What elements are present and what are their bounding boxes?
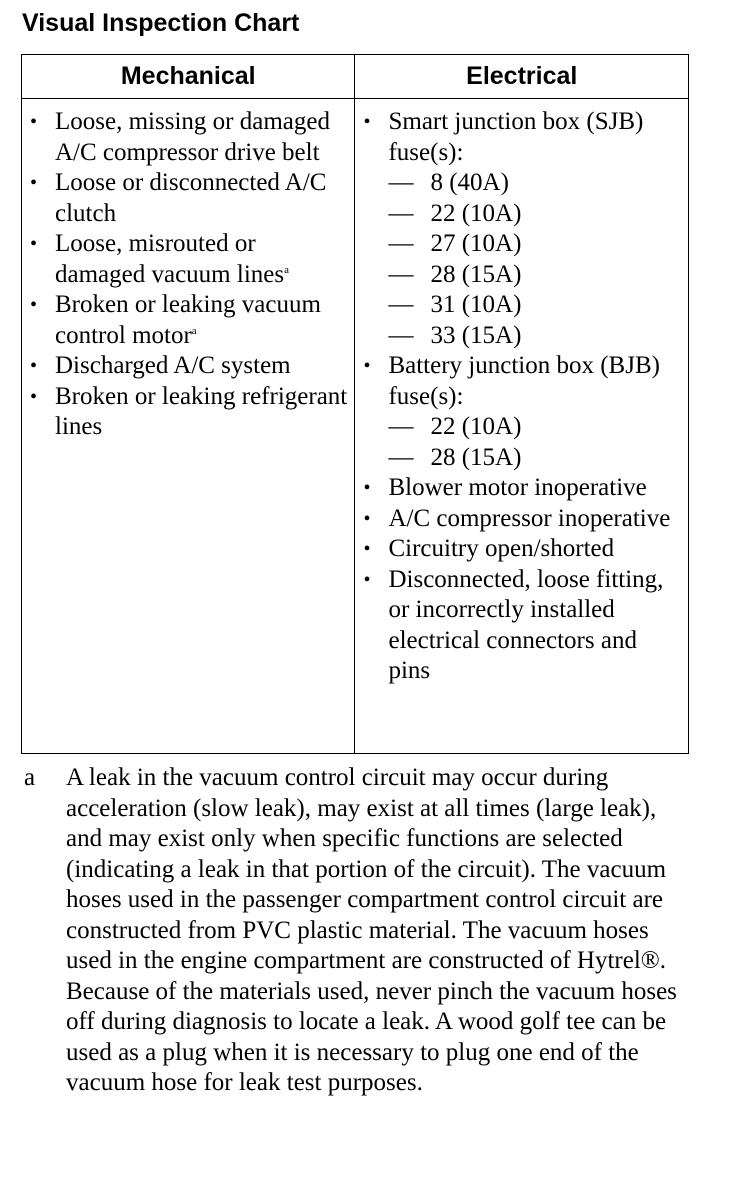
dash-icon: — [388, 260, 414, 288]
fuse-list [388, 412, 682, 473]
mechanical-item [30, 351, 348, 382]
electrical-item [363, 504, 682, 535]
dash-icon: — [388, 443, 414, 471]
electrical-item [363, 534, 682, 565]
bullet-icon: • [30, 385, 38, 408]
mechanical-item [30, 382, 348, 443]
electrical-item-text: Disconnected, loose fitting, or incorrectly installed electrical connectors and pins [388, 565, 664, 684]
footnote [24, 763, 684, 1099]
mechanical-item [30, 229, 348, 290]
fuse-value: 31 (10A) [430, 291, 522, 318]
electrical-list [363, 107, 682, 687]
fuse-list [388, 168, 682, 351]
mechanical-item-text: Loose or disconnected A/C clutch [55, 169, 327, 227]
mechanical-item-text: Loose, misrouted or damaged vacuum lines [55, 230, 285, 288]
header-electrical: Electrical [355, 55, 689, 99]
electrical-item [363, 473, 682, 504]
electrical-item-text: Circuitry open/shorted [388, 535, 615, 562]
fuse-value: 28 (15A) [430, 260, 522, 288]
bullet-icon: • [30, 355, 38, 377]
fuse-item [388, 443, 682, 474]
dash-icon: — [388, 321, 414, 349]
bullet-icon: • [30, 172, 38, 194]
electrical-item-text: Smart junction box (SJB) fuse(s): [388, 108, 644, 166]
bullet-icon: • [363, 111, 371, 133]
dash-icon: — [388, 169, 414, 196]
visual-inspection-table [21, 54, 689, 754]
mechanical-item-text: Broken or leaking refrigerant lines [55, 382, 348, 440]
mechanical-item [30, 107, 348, 168]
electrical-item [363, 107, 682, 351]
fuse-item [388, 412, 682, 443]
electrical-cell [355, 99, 689, 754]
mechanical-item-text: Discharged A/C system [55, 352, 291, 379]
mechanical-cell [22, 99, 355, 754]
mechanical-list [30, 107, 348, 443]
fuse-item [388, 290, 682, 321]
bullet-icon: • [30, 233, 38, 255]
electrical-item [363, 351, 682, 473]
bullet-icon: • [363, 568, 371, 591]
footnote-ref: a [191, 324, 197, 337]
chart-title: Visual Inspection Chart [22, 9, 300, 37]
dash-icon: — [388, 230, 414, 257]
fuse-value: 33 (15A) [430, 321, 522, 349]
mechanical-item [30, 290, 348, 351]
fuse-value: 27 (10A) [430, 230, 522, 257]
fuse-item [388, 168, 682, 199]
fuse-item [388, 260, 682, 291]
fuse-item [388, 321, 682, 352]
mechanical-item-text: Loose, missing or damaged A/C compressor drive belt [55, 108, 330, 166]
bullet-icon: • [363, 507, 371, 530]
dash-icon: — [388, 199, 414, 227]
fuse-value: 28 (15A) [430, 443, 522, 471]
bullet-icon: • [363, 355, 371, 377]
mechanical-item-text: Broken or leaking vacuum control motor [55, 291, 321, 349]
footnote-text: A leak in the vacuum control circuit may occur during acceleration (slow leak), may exist at all times (large leak), and may exist only when specific functions are selected (indicating a leak in that portion of the circuit). The vacuum hoses used in the passenger compartment control circuit are constructed from PVC plastic material. The vacuum hoses used in the engine compartment are constructed of Hytrel®. Because of the materials used, never pinch the vacuum hoses off during diagnosis to locate a leak. A wood golf tee can be used as a plug when it is necessary to plug one end of the vacuum hose for leak test purposes. [66, 764, 677, 1096]
dash-icon: — [388, 413, 414, 440]
footnote-ref: a [284, 263, 289, 276]
bullet-icon: • [363, 538, 371, 560]
electrical-item-text: Battery junction box (BJB) fuse(s): [388, 352, 660, 410]
mechanical-item [30, 168, 348, 229]
footnote-label: a [24, 764, 36, 791]
fuse-item [388, 199, 682, 230]
fuse-value: 8 (40A) [430, 169, 509, 196]
electrical-item-text: A/C compressor inoperative [388, 504, 671, 532]
bullet-icon: • [363, 477, 371, 499]
header-mechanical: Mechanical [22, 55, 355, 99]
fuse-value: 22 (10A) [430, 199, 522, 227]
electrical-item [363, 565, 682, 687]
table-header-row [22, 55, 689, 99]
dash-icon: — [388, 291, 414, 318]
fuse-value: 22 (10A) [430, 413, 522, 440]
electrical-item-text: Blower motor inoperative [388, 474, 647, 501]
bullet-icon: • [30, 294, 38, 316]
fuse-item [388, 229, 682, 260]
bullet-icon: • [30, 111, 38, 133]
table-body-row [22, 99, 689, 754]
